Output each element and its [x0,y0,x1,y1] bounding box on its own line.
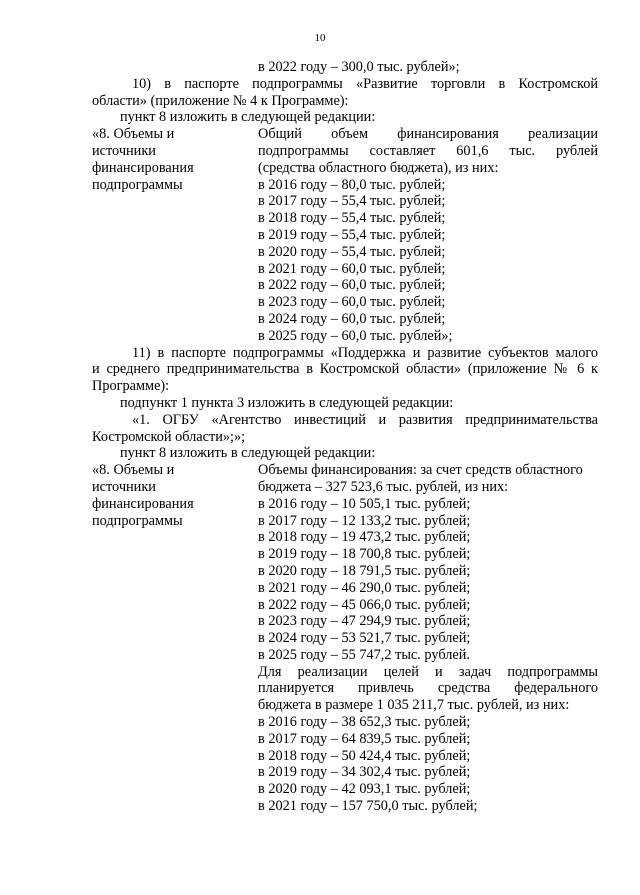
table-value-line: в 2024 году – 53 521,7 тыс. рублей; [258,630,471,647]
table-value-line: в 2016 году – 10 505,1 тыс. рублей; [258,495,471,512]
table-value-line: Объемы финансирования: за счет средств областного [258,462,583,479]
table-value-line: подпрограммы составляет 601,6 тыс. рублей [258,142,598,159]
table-value-line: в 2025 году – 55 747,2 тыс. рублей. [258,646,470,663]
table-label-line: источники [92,478,156,495]
table-value-line: в 2020 году – 18 791,5 тыс. рублей; [258,562,471,579]
agency-line: Костромской области»;»; [92,428,246,445]
table-label-line: «8. Объемы и [92,462,175,479]
table-value-line: в 2017 году – 55,4 тыс. рублей; [258,193,446,210]
table-label-line: финансирования [92,159,194,176]
page-number: 10 [314,32,326,44]
table-value-line: в 2022 году – 45 066,0 тыс. рублей; [258,596,471,613]
table-value-line: (средства областного бюджета), из них: [258,159,499,176]
table-value-line: в 2016 году – 38 652,3 тыс. рублей; [258,714,471,731]
table-value-line: в 2018 году – 55,4 тыс. рублей; [258,210,446,227]
table-value-column [258,126,598,344]
table-value-line: в 2023 году – 60,0 тыс. рублей; [258,294,446,311]
table-value-line: в 2019 году – 18 700,8 тыс. рублей; [258,546,471,563]
text-line: Программе): [92,378,170,395]
item-10-instruction: пункт 8 изложить в следующей редакции: [120,109,376,126]
table-value-column [258,462,598,815]
item-11-passport-table [92,462,598,815]
table-value-line: в 2020 году – 42 093,1 тыс. рублей; [258,781,471,798]
agency-line: «1. ОГБУ «Агентство инвестиций и развития предпринимательства [132,411,598,428]
table-value-line: в 2019 году – 55,4 тыс. рублей; [258,226,446,243]
table-value-line: в 2021 году – 60,0 тыс. рублей; [258,260,446,277]
table-value-line: в 2019 году – 34 302,4 тыс. рублей; [258,764,471,781]
table-value-line: Общий объем финансирования реализации [258,126,598,143]
table-value-line: в 2023 году – 47 294,9 тыс. рублей; [258,613,471,630]
table-value-line: в 2024 году – 60,0 тыс. рублей; [258,310,446,327]
item-10-heading: 10) в паспорте подпрограммы «Развитие торговли в Костромской [132,75,598,92]
table-value-line: планируется привлечь средства федерального [258,680,598,697]
document-body [92,59,598,815]
table-label-column [92,462,258,815]
table-label-line: источники [92,142,156,159]
table-value-line: в 2018 году – 19 473,2 тыс. рублей; [258,529,471,546]
item-11-subpoint-instruction: подпункт 1 пункта 3 изложить в следующей редакции: [120,394,454,411]
table-label-line: финансирования [92,495,194,512]
table-label-column [92,126,258,344]
table-value-line: бюджета – 327 523,6 тыс. рублей, из них: [258,478,509,495]
item-11-instruction: пункт 8 изложить в следующей редакции: [120,445,376,462]
table-value-line: в 2022 году – 60,0 тыс. рублей; [258,277,446,294]
text-line: и среднего предпринимательства в Костромской области» (приложение № 6 к [92,361,598,378]
item-11-heading: 11) в паспорте подпрограммы «Поддержка и развитие субъектов малого [132,344,598,361]
table-label-line: «8. Объемы и [92,126,175,143]
table-value-line: бюджета в размере 1 035 211,7 тыс. рублей, из них: [258,697,570,714]
table-value-line: в 2020 году – 55,4 тыс. рублей; [258,243,446,260]
item-10-passport-table [92,126,598,344]
table-value-line: в 2021 году – 157 750,0 тыс. рублей; [258,798,478,815]
table-value-line: в 2017 году – 64 839,5 тыс. рублей; [258,730,471,747]
table-label-line: подпрограммы [92,512,183,529]
table-label-line: подпрограммы [92,176,183,193]
table-value-line: Для реализации целей и задач подпрограммы [258,663,598,680]
table-value-line: в 2025 году – 60,0 тыс. рублей»; [258,327,453,344]
table-value-line: в 2021 году – 46 290,0 тыс. рублей; [258,579,471,596]
table-value-line: в 2016 году – 80,0 тыс. рублей; [258,176,446,193]
table-value-line: в 2017 году – 12 133,2 тыс. рублей; [258,512,471,529]
table-value-line: в 2018 году – 50 424,4 тыс. рублей; [258,747,471,764]
text-line: в 2022 году – 300,0 тыс. рублей»; [258,59,460,75]
text-line: области» (приложение № 4 к Программе): [92,92,349,109]
